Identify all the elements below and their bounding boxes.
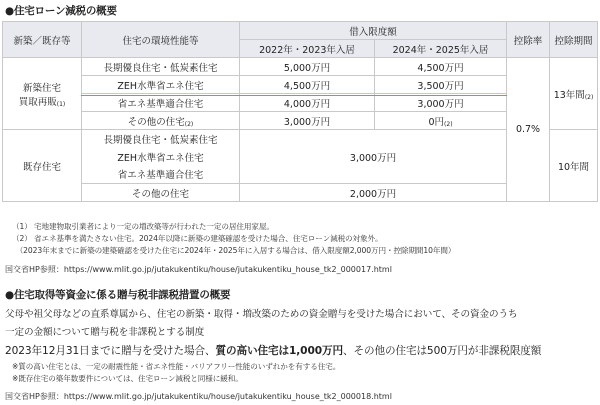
existing-value-high: 3,000万円 (240, 130, 507, 184)
rate-value: 0.7% (507, 58, 550, 202)
new-row-perf: 省エネ基準適合住宅 (82, 94, 240, 112)
new-row-v2: 3,500万円 (375, 76, 507, 94)
source-1: 国交省HP参照：https://www.mlit.go.jp/jutakukentiku/house/jutakukentiku_house_tk2_000017.html (5, 265, 392, 274)
perf-other-note: (2) (184, 120, 194, 128)
new-row-v1: 5,000万円 (240, 58, 375, 76)
new-row-perf-other (82, 112, 240, 130)
period-new-note: (2) (584, 93, 594, 101)
header-year2024: 2024年・2025年入居 (375, 40, 507, 58)
period-new (550, 58, 598, 130)
v2-other-note: (2) (444, 120, 453, 128)
gift-note-2: ※既存住宅の築年数要件については、住宅ローン減税と同様に緩和。 (12, 374, 243, 383)
header-year2022: 2022年・2023年入居 (240, 40, 375, 58)
existing-row-perf: ZEH水準省エネ住宅 (82, 148, 240, 166)
gift-tax-line1: 父母や祖父母などの直系尊属から、住宅の新築・取得・増改築のための資金贈与を受けた場合において、その資金のうち (5, 309, 518, 320)
section1-title: ●住宅ローン減税の概要 (5, 5, 117, 17)
new-row-v1: 4,500万円 (240, 76, 375, 94)
note-mark-1: (1) (56, 100, 66, 108)
gift-tax-line2: 一定の金額について贈与税を非課税とする制度 (5, 327, 205, 338)
header-period: 控除期間 (550, 22, 598, 58)
header-category: 新築／既存等 (3, 22, 82, 58)
note-3: （2023年末までに新築の建築確認を受けた住宅に2024年・2025年に入居する場合は、借入限度額2,000万円・控除期間10年間） (12, 246, 456, 255)
note-1: （1） 宅地建物取引業者により一定の増改築等が行われた一定の居住用家屋。 (12, 222, 274, 231)
gift-tax-line3-c: 、その他の住宅は500万円が非課税限度額 (342, 345, 542, 357)
gift-tax-line3-b: 質の高い住宅は1,000万円 (215, 345, 343, 357)
new-row-v1: 4,000万円 (240, 94, 375, 112)
new-row-v2: 4,500万円 (375, 58, 507, 76)
new-row-v2-other (375, 112, 507, 130)
header-performance: 住宅の環境性能等 (82, 22, 240, 58)
new-row-perf-other-label: その他の住宅 (127, 116, 185, 128)
new-row-v2-other-value: 0円 (428, 116, 445, 128)
section2-title: ●住宅取得等資金に係る贈与税非課税措置の概要 (5, 289, 231, 301)
note-2: （2） 省エネ基準を満たさない住宅。2024年以降に新築の建築確認を受けた場合、住宅ローン減税の対象外。 (12, 234, 383, 243)
header-limit: 借入限度額 (240, 22, 507, 40)
category-existing: 既存住宅 (3, 130, 82, 202)
period-existing: 10年間 (550, 130, 598, 202)
existing-row-perf: 長期優良住宅・低炭素住宅 (82, 130, 240, 148)
period-new-label: 13年間 (553, 89, 585, 101)
existing-value-other: 2,000万円 (240, 184, 507, 202)
gift-tax-line3-a: 2023年12月31日までに贈与を受けた場合、 (5, 345, 216, 357)
category-new-label: 新築住宅 (22, 82, 61, 94)
new-row-v1: 3,000万円 (240, 112, 375, 130)
highlight-line (81, 95, 507, 96)
gift-tax-line3 (5, 343, 541, 358)
header-rate: 控除率 (507, 22, 550, 58)
existing-row-perf: その他の住宅 (82, 184, 240, 202)
new-row-perf: ZEH水準省エネ住宅 (82, 76, 240, 94)
existing-row-perf: 省エネ基準適合住宅 (82, 166, 240, 184)
gift-note-1: ※質の高い住宅とは、一定の耐震性能・省エネ性能・バリアフリー性能のいずれかを有する住宅。 (12, 362, 341, 371)
loan-tax-table (2, 21, 598, 202)
category-new-label-2: 買取再販 (18, 96, 57, 108)
new-row-perf: 長期優良住宅・低炭素住宅 (82, 58, 240, 76)
new-row-v2: 3,000万円 (375, 94, 507, 112)
source-2: 国交省HP参照：https://www.mlit.go.jp/jutakukentiku/house/jutakukentiku_house_tk2_000018.html (5, 392, 392, 401)
category-new (3, 58, 82, 130)
